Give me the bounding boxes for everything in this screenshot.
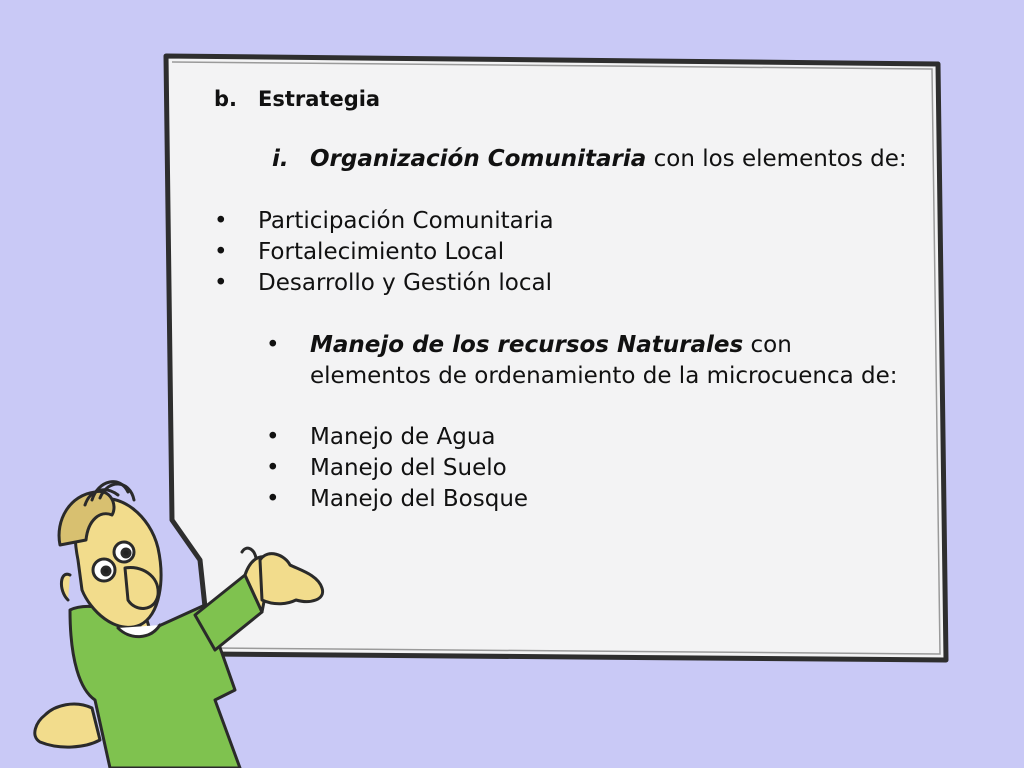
strategy-title: Estrategia (258, 87, 381, 111)
list-item (214, 237, 504, 267)
resources-emphasis: Manejo de los recursos Naturales (310, 332, 744, 358)
bullet-icon: • (266, 486, 280, 512)
bullet-icon: • (214, 270, 228, 296)
organization-item: Fortalecimiento Local (258, 239, 505, 265)
resources-heading (266, 330, 792, 360)
character-lower-hand (35, 704, 100, 747)
organization-item: Participación Comunitaria (258, 208, 554, 234)
organization-emphasis: Organización Comunitaria (310, 146, 647, 172)
bullet-icon: • (214, 208, 228, 234)
resources-item: Manejo de Agua (310, 424, 496, 450)
organization-rest: con los elementos de: (646, 146, 907, 172)
strategy-marker: b. (214, 87, 238, 111)
resources-item: Manejo del Suelo (310, 455, 507, 481)
list-item (214, 268, 552, 298)
bullet-icon: • (266, 332, 280, 358)
bullet-icon: • (214, 239, 228, 265)
strategy-heading (214, 84, 380, 114)
list-item (266, 422, 496, 452)
organization-marker: i. (272, 146, 289, 172)
list-item (266, 484, 528, 514)
bullet-icon: • (266, 424, 280, 450)
resources-continuation: elementos de ordenamiento de la microcuenca de: (310, 363, 898, 389)
bullet-icon: • (266, 455, 280, 481)
organization-heading (272, 144, 907, 174)
list-item (266, 453, 507, 483)
list-item (214, 206, 554, 236)
resources-item: Manejo del Bosque (310, 486, 529, 512)
resources-rest: con (743, 332, 792, 358)
organization-item: Desarrollo y Gestión local (258, 270, 553, 296)
